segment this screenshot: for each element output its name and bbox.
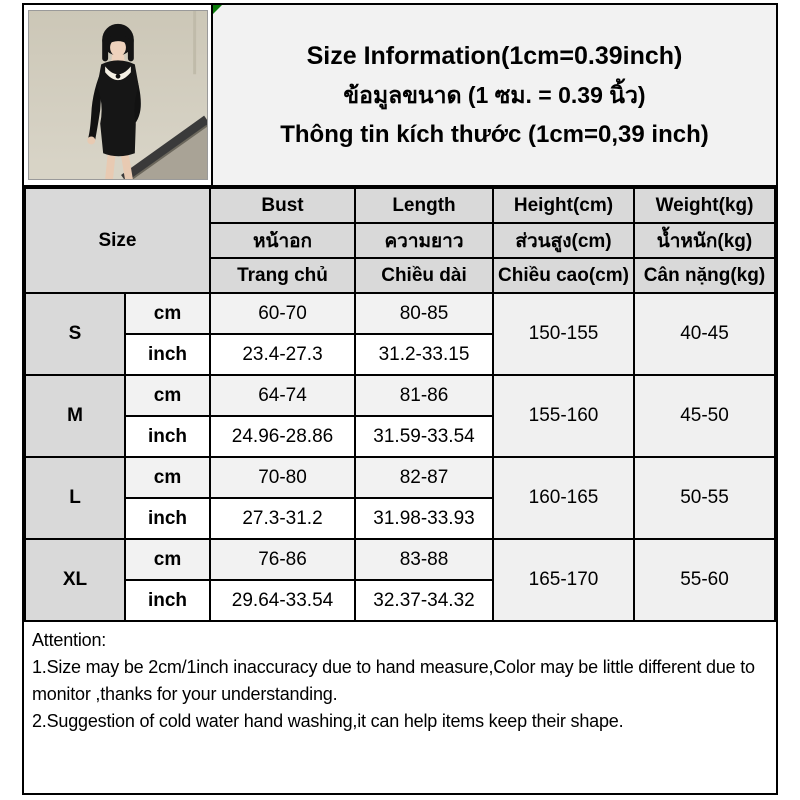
cell-l-inch-bust: 27.3-31.2: [210, 498, 355, 539]
unit-label-cm-m: cm: [125, 375, 210, 416]
cell-xl-inch-bust: 29.64-33.54: [210, 580, 355, 621]
cell-xl-cm-length: 83-88: [355, 539, 493, 580]
col-header-length-vi: Chiều dài: [355, 258, 493, 293]
product-photo-illustration: [29, 11, 207, 179]
top-row: [24, 5, 776, 187]
cell-xl-height: 165-170: [493, 539, 634, 621]
unit-label-cm-s: cm: [125, 293, 210, 334]
col-header-height-th: ส่วนสูง(cm): [493, 223, 634, 258]
col-header-weight-vi: Cân nặng(kg): [634, 258, 775, 293]
col-header-length-th: ความยาว: [355, 223, 493, 258]
size-chart-sheet: [22, 3, 778, 795]
green-corner-marker: [213, 5, 222, 14]
unit-label-cm-l: cm: [125, 457, 210, 498]
cell-l-weight: 50-55: [634, 457, 775, 539]
size-label-m: M: [25, 375, 125, 457]
cell-m-inch-bust: 24.96-28.86: [210, 416, 355, 457]
col-header-bust-th: หน้าอก: [210, 223, 355, 258]
attention-heading: Attention:: [32, 630, 107, 650]
title-thai: ข้อมูลขนาด (1 ซม. = 0.39 นิ้ว): [343, 81, 646, 108]
cell-m-weight: 45-50: [634, 375, 775, 457]
size-label-xl: XL: [25, 539, 125, 621]
title-english: Size Information(1cm=0.39inch): [306, 41, 683, 70]
unit-label-inch-xl: inch: [125, 580, 210, 621]
cell-xl-cm-bust: 76-86: [210, 539, 355, 580]
col-header-length-en: Length: [355, 188, 493, 223]
size-label-s: S: [25, 293, 125, 375]
col-header-height-en: Height(cm): [493, 188, 634, 223]
col-header-height-vi: Chiều cao(cm): [493, 258, 634, 293]
cell-xl-inch-length: 32.37-34.32: [355, 580, 493, 621]
product-photo-cell: [24, 5, 213, 185]
size-row-m: [25, 375, 775, 457]
cell-xl-weight: 55-60: [634, 539, 775, 621]
size-row-l: [25, 457, 775, 539]
attention-line-1: 1.Size may be 2cm/1inch inaccuracy due to hand measure,Color may be little different due to monitor ,thanks for your understanding.: [32, 657, 755, 704]
col-header-weight-th: น้ำหนัก(kg): [634, 223, 775, 258]
size-table: [24, 187, 776, 622]
col-header-bust-vi: Trang chủ: [210, 258, 355, 293]
product-photo: [28, 10, 208, 180]
cell-s-weight: 40-45: [634, 293, 775, 375]
attention-line-2: 2.Suggestion of cold water hand washing,it can help items keep their shape.: [32, 711, 624, 731]
size-row-s: [25, 293, 775, 375]
title-vietnamese: Thông tin kích thước (1cm=0,39 inch): [280, 120, 709, 148]
cell-l-inch-length: 31.98-33.93: [355, 498, 493, 539]
cell-m-cm-length: 81-86: [355, 375, 493, 416]
cell-m-cm-bust: 64-74: [210, 375, 355, 416]
attention-note: [24, 622, 776, 793]
cell-l-cm-length: 82-87: [355, 457, 493, 498]
unit-label-inch-m: inch: [125, 416, 210, 457]
size-header: Size: [25, 188, 210, 293]
size-label-l: L: [25, 457, 125, 539]
col-header-weight-en: Weight(kg): [634, 188, 775, 223]
cell-s-inch-bust: 23.4-27.3: [210, 334, 355, 375]
cell-s-height: 150-155: [493, 293, 634, 375]
cell-m-height: 155-160: [493, 375, 634, 457]
unit-label-inch-l: inch: [125, 498, 210, 539]
size-row-xl: [25, 539, 775, 621]
cell-m-inch-length: 31.59-33.54: [355, 416, 493, 457]
cell-s-cm-bust: 60-70: [210, 293, 355, 334]
cell-l-cm-bust: 70-80: [210, 457, 355, 498]
title-block: [213, 5, 776, 185]
col-header-bust-en: Bust: [210, 188, 355, 223]
cell-l-height: 160-165: [493, 457, 634, 539]
unit-label-cm-xl: cm: [125, 539, 210, 580]
unit-label-inch-s: inch: [125, 334, 210, 375]
cell-s-cm-length: 80-85: [355, 293, 493, 334]
cell-s-inch-length: 31.2-33.15: [355, 334, 493, 375]
